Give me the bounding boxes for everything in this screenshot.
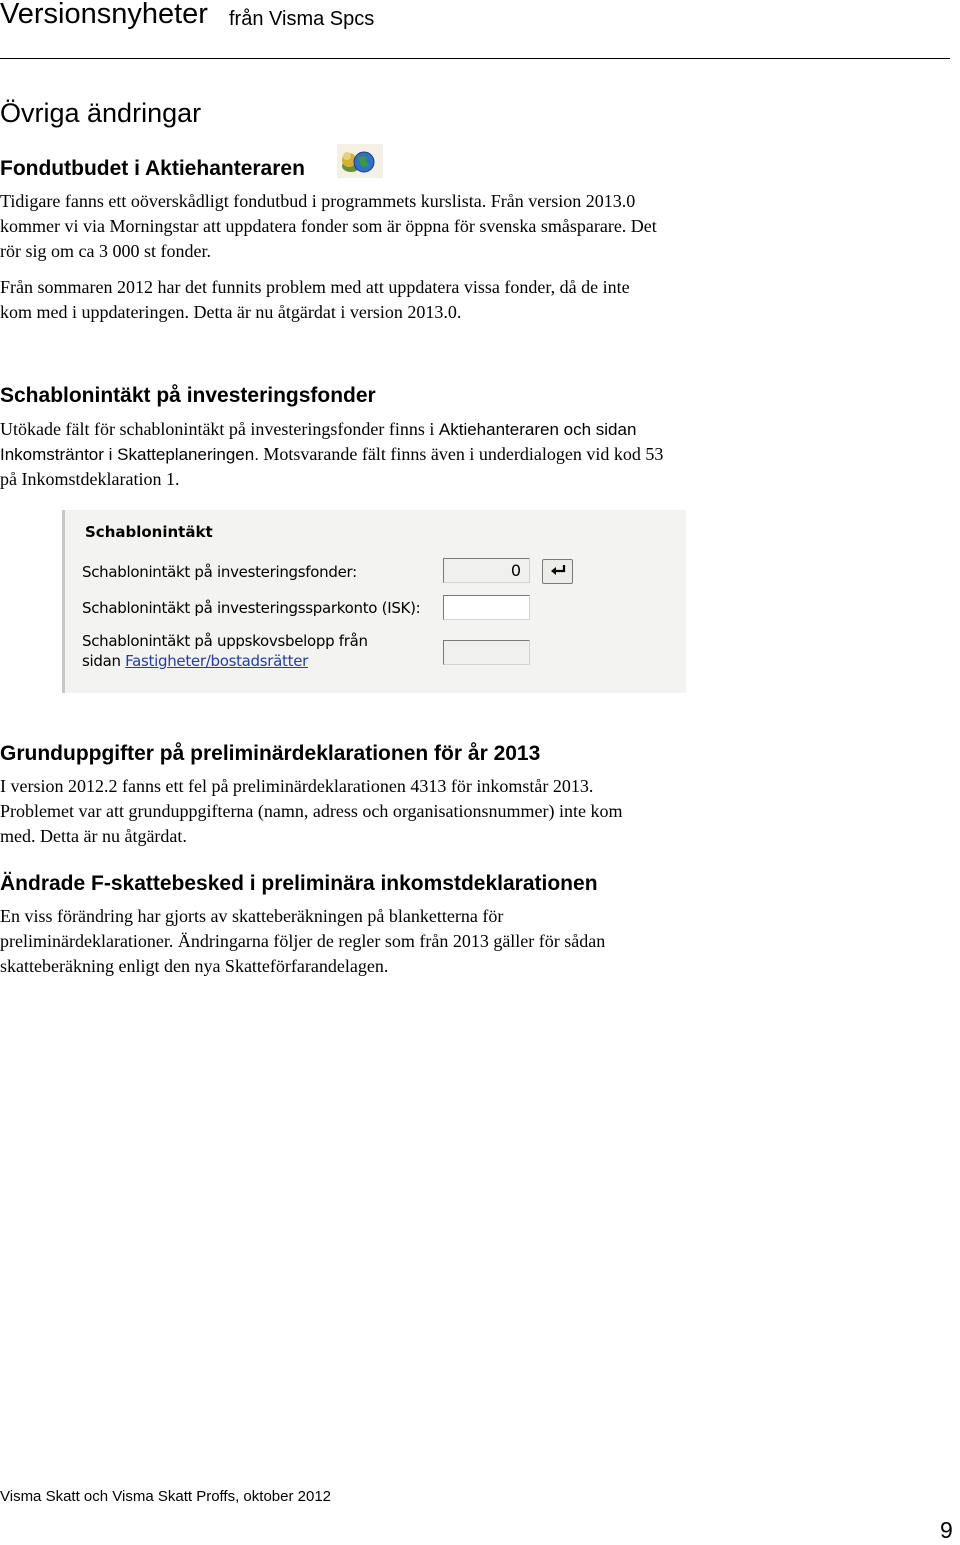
- isk-field[interactable]: [443, 595, 530, 620]
- page-number: 9: [940, 1517, 953, 1543]
- text-line: I version 2012.2 fanns ett fel på preliminärdeklarationen 4313 för inkomstår 2013.: [0, 776, 594, 796]
- grunduppgifter-paragraph: [0, 774, 760, 849]
- text-line: Utökade fält för schablonintäkt på investeringsfonder finns i: [0, 419, 439, 439]
- isk-label: Schablonintäkt på investeringssparkonto (ISK):: [82, 599, 421, 617]
- enter-arrow-icon: [548, 562, 568, 581]
- fund-globe-icon: [337, 144, 383, 178]
- header-subtitle: från Visma Spcs: [229, 8, 375, 30]
- text-line: med. Detta är nu åtgärdat.: [0, 826, 187, 846]
- fondutbudet-paragraph-2: [0, 275, 760, 325]
- text-line: Aktiehanteraren och sidan: [438, 420, 637, 439]
- text-line: kom med i uppdateringen. Detta är nu åtgärdat i version 2013.0.: [0, 302, 462, 322]
- fastigheter-link[interactable]: Fastigheter/bostadsrätter: [125, 652, 309, 670]
- text-line: Motsvarande fält finns även i underdialogen vid kod 53: [258, 444, 664, 464]
- section-heading-grunduppgifter: Grunduppgifter på preliminärdeklarationen för år 2013: [0, 742, 541, 765]
- section-heading-f-skattebesked: Ändrade F-skattebesked i preliminära inkomstdeklarationen: [0, 872, 598, 895]
- fondutbudet-paragraph-1: [0, 189, 760, 264]
- investeringsfonder-label: Schablonintäkt på investeringsfonder:: [82, 563, 357, 581]
- f-skattebesked-paragraph: [0, 904, 760, 979]
- text-line: preliminärdeklarationer. Ändringarna följer de regler som från 2013 gäller för sådan: [0, 931, 606, 951]
- text-line: Tidigare fanns ett oöverskådligt fondutbud i programmets kurslista. Från version 2013.0: [0, 191, 636, 211]
- schablonintakt-dialog: [62, 510, 686, 693]
- investeringsfonder-field[interactable]: 0: [443, 558, 530, 583]
- text-line: Problemet var att grunduppgifterna (namn, adress och organisationsnummer) inte kom: [0, 801, 623, 821]
- text-line: rör sig om ca 3 000 st fonder.: [0, 241, 211, 261]
- page-heading: Övriga ändringar: [0, 98, 202, 128]
- uppskovsbelopp-label-line1: Schablonintäkt på uppskovsbelopp från: [82, 632, 368, 650]
- text-line: på Inkomstdeklaration 1.: [0, 469, 180, 489]
- section-heading-fondutbudet: Fondutbudet i Aktiehanteraren: [0, 157, 305, 180]
- uppskovsbelopp-label: [82, 631, 368, 671]
- page-footer: Visma Skatt och Visma Skatt Proffs, oktober 2012: [0, 1488, 332, 1505]
- header-title: Versionsnyheter: [0, 0, 208, 30]
- enter-button[interactable]: [542, 559, 573, 584]
- schablonintakt-paragraph: [0, 417, 760, 492]
- section-heading-schablonintakt: Schablonintäkt på investeringsfonder: [0, 384, 376, 407]
- uppskovsbelopp-field[interactable]: [443, 640, 530, 665]
- text-line: Inkomsträntor i Skatteplaneringen.: [0, 445, 259, 464]
- dialog-title: Schablonintäkt: [85, 523, 213, 541]
- text-line: kommer vi via Morningstar att uppdatera fonder som är öppna för svenska småsparare. Det: [0, 216, 657, 236]
- text-line: En viss förändring har gjorts av skatteberäkningen på blanketterna för: [0, 906, 504, 926]
- page-header: [0, 0, 950, 59]
- uppskovsbelopp-label-prefix: sidan: [82, 652, 126, 670]
- text-line: skatteberäkning enligt den nya Skatteförfarandelagen.: [0, 956, 389, 976]
- text-line: Från sommaren 2012 har det funnits problem med att uppdatera vissa fonder, då de inte: [0, 277, 630, 297]
